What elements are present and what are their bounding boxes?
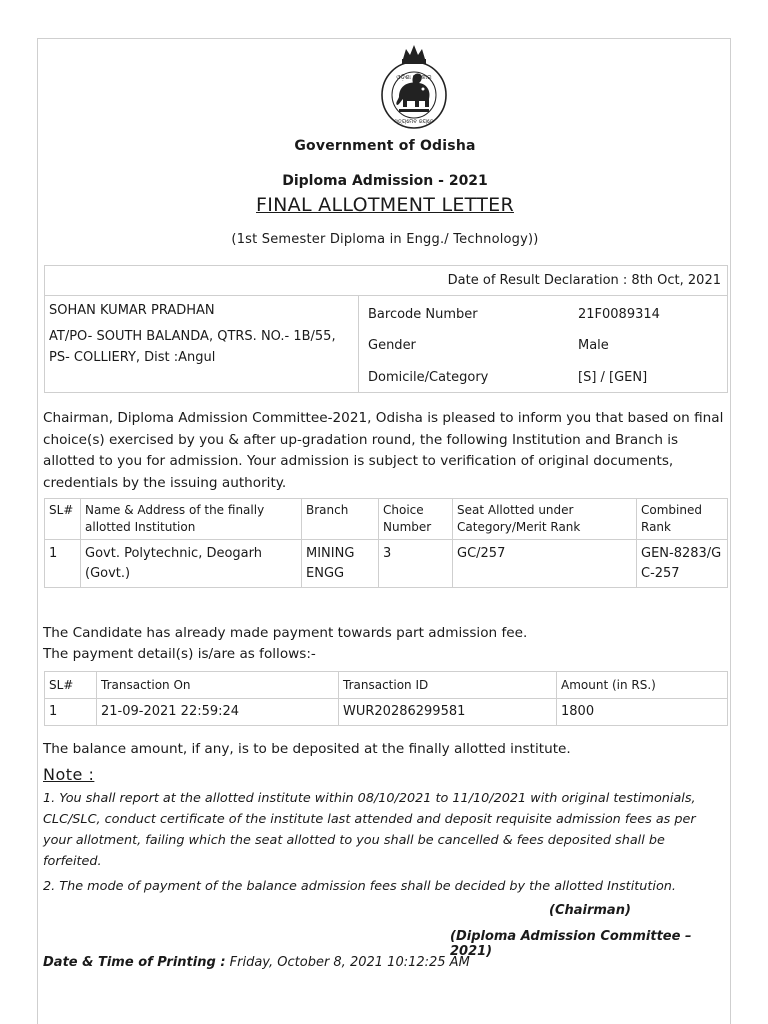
note-heading: Note : (43, 765, 95, 784)
table-header-cell: Name & Address of the finally allotted Institution (81, 499, 302, 540)
allotment-letter (37, 38, 731, 1024)
table-cell: 1800 (557, 699, 728, 726)
table-header-cell: Branch (302, 499, 379, 540)
printing-label: Date & Time of Printing : (43, 955, 226, 970)
admission-heading: Diploma Admission - 2021 (282, 173, 488, 189)
table-header-cell: Choice Number (379, 499, 453, 540)
balance-note: The balance amount, if any, is to be deposited at the finally allotted institute. (43, 741, 571, 757)
printing-value: Friday, October 8, 2021 10:12:25 AM (229, 955, 470, 970)
table-header-cell: Combined Rank (637, 499, 728, 540)
table-cell: Govt. Polytechnic, Deogarh (Govt.) (81, 540, 302, 588)
table-row (45, 699, 728, 726)
table-row (45, 540, 728, 588)
gender-label: Gender (368, 338, 416, 353)
payment-intro-1: The Candidate has already made payment towards part admission fee. (43, 625, 528, 641)
table-header-cell: SL# (45, 499, 81, 540)
payment-intro-2: The payment detail(s) is/are as follows:- (43, 646, 316, 662)
table-header-row (45, 672, 728, 699)
government-heading: Government of Odisha (294, 138, 476, 154)
intro-paragraph: Chairman, Diploma Admission Committee-2021, Odisha is pleased to inform you that based on final choice(s) exercised by you & after up-gradation round, the following Institution and Branch is allotted to you for admission. Your admission is subject to verification of original documents, credentials by the issuing authority. (43, 410, 724, 491)
table-header-cell: Seat Allotted under Category/Merit Rank (453, 499, 637, 540)
table-cell: GC/257 (453, 540, 637, 588)
table-cell: 21-09-2021 22:59:24 (97, 699, 339, 726)
table-header-cell: SL# (45, 672, 97, 699)
odisha-emblem-icon (373, 39, 455, 137)
table-header-cell: Transaction On (97, 672, 339, 699)
table-cell: WUR20286299581 (339, 699, 557, 726)
table-cell: 3 (379, 540, 453, 588)
note-item-2: 2. The mode of payment of the balance admission fees shall be decided by the allotted Institution. (43, 879, 676, 894)
table-header-cell: Transaction ID (339, 672, 557, 699)
note-item-1: 1. You shall report at the allotted institute within 08/10/2021 to 11/10/2021 with original testimonials, CLC/SLC, conduct certificate of the institute last attended and deposit requisite admission fees as per your allotment, failing which the seat allotted to you shall be cancelled & fees deposited shall be forfeited. (43, 791, 696, 869)
allotment-table (44, 498, 728, 588)
candidate-details-box (44, 265, 728, 393)
barcode-label: Barcode Number (368, 307, 478, 322)
candidate-name: SOHAN KUMAR PRADHAN (49, 303, 215, 318)
payment-table (44, 671, 728, 726)
table-header-row (45, 499, 728, 540)
barcode-value: 21F0089314 (578, 307, 660, 322)
table-cell: 1 (45, 699, 97, 726)
result-declaration-date: Date of Result Declaration : 8th Oct, 2021 (45, 266, 727, 296)
gender-value: Male (578, 338, 609, 353)
emblem-bottom-text: ସତ୍ୟମେବ ଜୟତେ (394, 119, 434, 125)
signature-committee: (Diploma Admission Committee – 2021) (450, 929, 692, 959)
course-subtitle: (1st Semester Diploma in Engg./ Technology)) (231, 232, 539, 247)
candidate-name-address (45, 296, 359, 392)
emblem-top-text: ଓଡ଼ିଶା ସରକାର (396, 74, 432, 81)
table-header-cell: Amount (in RS.) (557, 672, 728, 699)
domicile-value: [S] / [GEN] (578, 370, 648, 385)
candidate-address: AT/PO- SOUTH BALANDA, QTRS. NO.- 1B/55, PS- COLLIERY, Dist :Angul (49, 329, 336, 365)
signature-title: (Chairman) (549, 903, 631, 918)
letter-title: FINAL ALLOTMENT LETTER (256, 194, 514, 216)
table-cell: GEN-8283/GC-257 (637, 540, 728, 588)
table-cell: MINING ENGG (302, 540, 379, 588)
printing-timestamp (43, 955, 470, 970)
table-cell: 1 (45, 540, 81, 588)
domicile-label: Domicile/Category (368, 370, 489, 385)
